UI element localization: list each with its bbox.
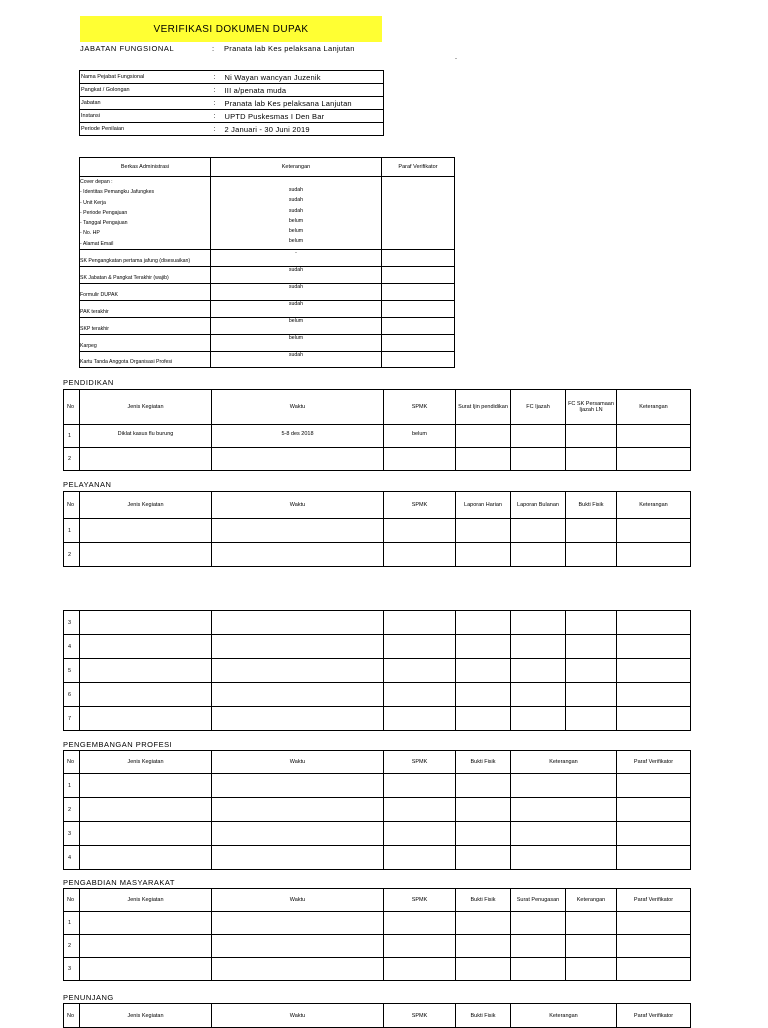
table-cell	[617, 707, 691, 731]
table-cell	[566, 448, 617, 471]
table-cell	[617, 958, 691, 981]
penunjang-table	[63, 1003, 691, 1028]
table-header-row	[64, 889, 691, 912]
table-row	[64, 635, 691, 659]
column-header: Jenis Kegiatan	[80, 1004, 212, 1028]
table-cell	[511, 707, 566, 731]
identity-label: Instansi	[80, 110, 211, 123]
table-cell	[456, 659, 511, 683]
table-cell	[617, 543, 691, 567]
table-cell	[617, 659, 691, 683]
column-header: Paraf Verifikator	[617, 751, 691, 774]
admin-row	[80, 318, 455, 335]
table-cell	[80, 958, 212, 981]
identity-row	[80, 84, 384, 97]
column-header: Keterangan	[511, 751, 617, 774]
admin-paraf-cell	[382, 352, 455, 368]
column-header: Keterangan	[566, 889, 617, 912]
admin-header-keterangan: Keterangan	[211, 158, 382, 177]
table-row	[64, 822, 691, 846]
table-cell	[566, 611, 617, 635]
column-header: SPMK	[384, 751, 456, 774]
table-cell	[80, 519, 212, 543]
column-header: SPMK	[384, 889, 456, 912]
table-cell	[617, 798, 691, 822]
row-number: 7	[64, 707, 80, 731]
row-number: 2	[64, 543, 80, 567]
table-cell	[212, 958, 384, 981]
table-cell	[384, 822, 456, 846]
section-title-pengabdian: PENGABDIAN MASYARAKAT	[63, 878, 175, 887]
table-cell	[456, 774, 511, 798]
admin-cover-value: sudah	[288, 187, 304, 193]
table-cell	[511, 683, 566, 707]
table-cell	[212, 519, 384, 543]
table-cell	[456, 683, 511, 707]
admin-row-cover	[80, 177, 455, 250]
table-cell	[511, 519, 566, 543]
table-cell	[384, 935, 456, 958]
column-header: Jenis Kegiatan	[80, 889, 212, 912]
table-row	[64, 707, 691, 731]
table-cell	[80, 912, 212, 935]
table-cell	[566, 425, 617, 448]
column-header: Paraf Verifikator	[617, 1004, 691, 1028]
table-header-row	[64, 492, 691, 519]
pelayanan-continued-table	[63, 610, 691, 731]
table-cell	[80, 635, 212, 659]
table-cell	[617, 822, 691, 846]
section-title-pelayanan: PELAYANAN	[63, 480, 112, 489]
identity-colon: :	[211, 84, 221, 97]
admin-row	[80, 301, 455, 318]
column-header: No	[64, 751, 80, 774]
table-cell	[617, 683, 691, 707]
column-header: Laporan Harian	[456, 492, 511, 519]
admin-header-paraf: Paraf Verifikator	[382, 158, 455, 177]
table-cell	[456, 707, 511, 731]
table-cell	[384, 774, 456, 798]
admin-cover-line: - Tanggal Pengajuan	[80, 220, 128, 227]
admin-cover-line: - Identitas Pemangku Jafungkes	[80, 189, 155, 196]
table-cell	[566, 707, 617, 731]
table-cell	[456, 822, 511, 846]
identity-value: UPTD Puskesmas I Den Bar	[221, 110, 384, 123]
table-cell	[456, 958, 511, 981]
admin-paraf-cell	[382, 267, 455, 284]
table-cell	[511, 635, 566, 659]
document-title-text: VERIFIKASI DOKUMEN DUPAK	[153, 23, 309, 35]
table-cell	[212, 683, 384, 707]
table-cell	[617, 935, 691, 958]
table-cell	[456, 635, 511, 659]
table-cell	[456, 611, 511, 635]
table-cell	[80, 611, 212, 635]
admin-paraf-cell	[382, 250, 455, 267]
table-cell	[511, 846, 617, 870]
section-title-pengembangan: PENGEMBANGAN PROFESI	[63, 740, 173, 749]
column-header: No	[64, 390, 80, 425]
table-cell	[617, 846, 691, 870]
admin-row-value: belum	[211, 335, 382, 352]
table-cell	[566, 659, 617, 683]
table-cell	[80, 448, 212, 471]
table-cell	[212, 543, 384, 567]
row-number: 4	[64, 635, 80, 659]
column-header: No	[64, 492, 80, 519]
admin-cover-line: - Unit Kerja	[80, 199, 106, 206]
jabatan-label: JABATAN FUNGSIONAL	[80, 44, 175, 53]
table-row	[64, 611, 691, 635]
table-cell	[511, 774, 617, 798]
table-row	[64, 425, 691, 448]
admin-row-value: sudah	[211, 301, 382, 318]
table-cell	[384, 683, 456, 707]
table-cell	[80, 683, 212, 707]
column-header: Surat Ijin pendidikan	[456, 390, 511, 425]
admin-row-value: sudah	[211, 267, 382, 284]
table-cell	[384, 958, 456, 981]
table-cell	[212, 912, 384, 935]
identity-value: 2 Januari - 30 Juni 2019	[221, 123, 384, 136]
table-cell	[384, 798, 456, 822]
table-cell	[456, 543, 511, 567]
admin-documents-table	[79, 157, 455, 368]
table-cell: 5-8 des 2018	[212, 425, 384, 448]
table-cell	[212, 774, 384, 798]
admin-row-label: PAK terakhir	[80, 301, 211, 318]
table-cell	[617, 635, 691, 659]
table-cell	[456, 846, 511, 870]
pendidikan-table	[63, 389, 691, 471]
identity-value: III a/penata muda	[221, 84, 384, 97]
table-row	[64, 846, 691, 870]
row-number: 2	[64, 798, 80, 822]
table-row	[64, 958, 691, 981]
identity-colon: :	[211, 71, 221, 84]
admin-paraf-cell	[382, 301, 455, 318]
admin-cover-value: sudah	[288, 197, 304, 204]
table-cell	[456, 425, 511, 448]
admin-row	[80, 284, 455, 301]
table-row	[64, 912, 691, 935]
table-header-row	[64, 390, 691, 425]
column-header: Waktu	[212, 751, 384, 774]
admin-row-label: SK Pengangkatan pertama jafung (disesuaikan)	[80, 250, 211, 267]
table-cell: belum	[384, 425, 456, 448]
table-cell	[80, 846, 212, 870]
row-number: 1	[64, 519, 80, 543]
pengabdian-table	[63, 888, 691, 981]
table-cell	[212, 659, 384, 683]
column-header: Keterangan	[617, 390, 691, 425]
table-cell	[617, 448, 691, 471]
table-cell	[566, 683, 617, 707]
admin-row-label: SKP terakhir	[80, 318, 211, 335]
column-header: Bukti Fisik	[566, 492, 617, 519]
row-number: 5	[64, 659, 80, 683]
column-header: No	[64, 1004, 80, 1028]
table-cell	[511, 425, 566, 448]
table-cell	[456, 912, 511, 935]
admin-paraf-cell	[382, 177, 455, 250]
identity-row	[80, 71, 384, 84]
admin-cover-line: - Alamat Email	[80, 240, 114, 247]
identity-colon: :	[211, 97, 221, 110]
column-header: SPMK	[384, 1004, 456, 1028]
column-header: SPMK	[384, 390, 456, 425]
identity-label: Jabatan	[80, 97, 211, 110]
document-title	[80, 16, 382, 42]
column-header: Waktu	[212, 889, 384, 912]
table-row	[64, 683, 691, 707]
column-header: Bukti Fisik	[456, 889, 511, 912]
identity-value: Ni Wayan wancyan Juzenik	[221, 71, 384, 84]
admin-row	[80, 250, 455, 267]
jabatan-colon: :	[212, 44, 215, 53]
table-cell	[80, 774, 212, 798]
table-cell	[384, 448, 456, 471]
row-number: 6	[64, 683, 80, 707]
column-header: Jenis Kegiatan	[80, 390, 212, 425]
table-cell	[511, 912, 566, 935]
table-cell	[511, 958, 566, 981]
table-cell	[511, 822, 617, 846]
identity-label: Periode Penilaian	[80, 123, 211, 136]
column-header: Laporan Bulanan	[511, 492, 566, 519]
table-cell	[212, 707, 384, 731]
table-cell	[80, 798, 212, 822]
table-row	[64, 448, 691, 471]
column-header: FC SK Persamaan Ijazah LN	[566, 390, 617, 425]
admin-cover-value: belum	[288, 238, 304, 245]
table-row	[64, 935, 691, 958]
section-title-penunjang: PENUNJANG	[63, 993, 114, 1002]
table-cell	[511, 798, 617, 822]
column-header: Waktu	[212, 390, 384, 425]
identity-table	[79, 70, 384, 136]
table-cell	[511, 935, 566, 958]
table-cell	[384, 846, 456, 870]
table-cell	[617, 912, 691, 935]
admin-cover-line: Cover depan :	[80, 179, 113, 185]
row-number: 2	[64, 935, 80, 958]
column-header: No	[64, 889, 80, 912]
column-header: Bukti Fisik	[456, 751, 511, 774]
table-cell	[566, 912, 617, 935]
column-header: Keterangan	[617, 492, 691, 519]
table-cell	[511, 659, 566, 683]
row-number: 2	[64, 448, 80, 471]
table-cell	[80, 659, 212, 683]
jabatan-value: Pranata lab Kes pelaksana Lanjutan	[224, 44, 355, 53]
table-header-row	[64, 751, 691, 774]
pelayanan-table	[63, 491, 691, 567]
table-row	[64, 659, 691, 683]
identity-value: Pranata lab Kes pelaksana Lanjutan	[221, 97, 384, 110]
admin-row-label: Kartu Tanda Anggota Organisasi Profesi	[80, 352, 211, 368]
column-header: Jenis Kegiatan	[80, 751, 212, 774]
identity-label: Nama Pejabat Fungsional	[80, 71, 211, 84]
table-cell	[384, 611, 456, 635]
table-cell	[80, 707, 212, 731]
table-cell	[212, 846, 384, 870]
admin-row-value: sudah	[211, 284, 382, 301]
identity-row	[80, 110, 384, 123]
admin-row-value: sudah	[211, 352, 382, 368]
table-cell	[80, 543, 212, 567]
admin-row-label: Formulir DUPAK	[80, 284, 211, 301]
table-cell	[511, 448, 566, 471]
table-cell	[212, 935, 384, 958]
table-cell	[617, 425, 691, 448]
column-header: Jenis Kegiatan	[80, 492, 212, 519]
admin-row-label: Karpeg	[80, 335, 211, 352]
table-cell	[212, 798, 384, 822]
table-cell	[566, 935, 617, 958]
table-cell	[566, 635, 617, 659]
table-cell	[212, 448, 384, 471]
table-cell	[80, 935, 212, 958]
admin-row	[80, 267, 455, 284]
table-cell	[212, 822, 384, 846]
admin-paraf-cell	[382, 335, 455, 352]
admin-paraf-cell	[382, 284, 455, 301]
table-cell	[384, 659, 456, 683]
admin-row-value: -	[211, 250, 382, 267]
admin-cover-value: belum	[288, 217, 304, 224]
pengembangan-table	[63, 750, 691, 870]
column-header: Waktu	[212, 1004, 384, 1028]
table-row	[64, 543, 691, 567]
column-header: Waktu	[212, 492, 384, 519]
admin-row-value: belum	[211, 318, 382, 335]
table-cell	[384, 912, 456, 935]
table-cell	[80, 822, 212, 846]
row-number: 1	[64, 774, 80, 798]
admin-cover-value: belum	[288, 228, 304, 235]
table-cell	[456, 448, 511, 471]
row-number: 3	[64, 611, 80, 635]
row-number: 1	[64, 425, 80, 448]
admin-header-berkas: Berkas Administrasi	[80, 158, 211, 177]
stray-mark: -	[455, 56, 457, 62]
identity-colon: :	[211, 110, 221, 123]
table-cell	[617, 774, 691, 798]
table-cell	[566, 543, 617, 567]
table-cell	[384, 543, 456, 567]
table-cell	[566, 519, 617, 543]
table-cell	[384, 635, 456, 659]
column-header: Paraf Verifikator	[617, 889, 691, 912]
column-header: Keterangan	[511, 1004, 617, 1028]
row-number: 1	[64, 912, 80, 935]
table-row	[64, 519, 691, 543]
table-cell	[212, 611, 384, 635]
identity-row	[80, 123, 384, 136]
column-header: Surat Penugasan	[511, 889, 566, 912]
table-cell	[456, 798, 511, 822]
admin-cover-value: sudah	[288, 207, 304, 214]
admin-row-label: SK Jabatan & Pangkat Terakhir (wajib)	[80, 267, 211, 284]
row-number: 3	[64, 822, 80, 846]
table-cell	[511, 543, 566, 567]
admin-cover-line: - No. HP	[80, 230, 100, 237]
row-number: 4	[64, 846, 80, 870]
column-header: SPMK	[384, 492, 456, 519]
table-cell	[617, 611, 691, 635]
table-cell	[384, 519, 456, 543]
table-row	[64, 798, 691, 822]
identity-label: Pangkat / Golongan	[80, 84, 211, 97]
column-header: FC Ijazah	[511, 390, 566, 425]
table-cell	[456, 519, 511, 543]
table-cell	[212, 635, 384, 659]
identity-row	[80, 97, 384, 110]
admin-paraf-cell	[382, 318, 455, 335]
admin-cover-label	[80, 177, 211, 250]
admin-cover-line: - Periode Pengajuan	[80, 209, 128, 216]
table-cell	[511, 611, 566, 635]
admin-row	[80, 335, 455, 352]
identity-colon: :	[211, 123, 221, 136]
table-cell	[384, 707, 456, 731]
table-cell	[617, 519, 691, 543]
column-header: Bukti Fisik	[456, 1004, 511, 1028]
table-cell	[456, 935, 511, 958]
section-title-pendidikan: PENDIDIKAN	[63, 378, 114, 387]
admin-cover-values	[211, 177, 382, 250]
table-cell: Diklat kasus flu burung	[80, 425, 212, 448]
table-cell	[566, 958, 617, 981]
row-number: 3	[64, 958, 80, 981]
admin-row	[80, 352, 455, 368]
table-row	[64, 774, 691, 798]
